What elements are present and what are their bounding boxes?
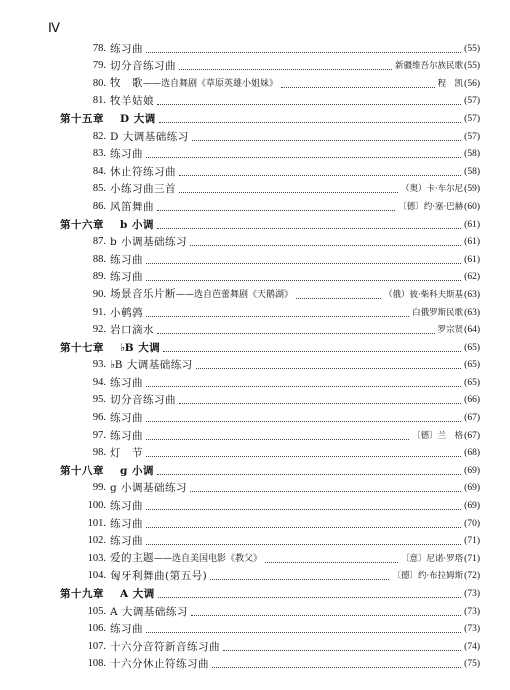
entry-body <box>110 77 480 90</box>
dot-leader <box>179 69 392 70</box>
item-number: 82. <box>92 130 106 142</box>
entry-title <box>110 447 143 459</box>
entry-title-text: 练习曲 <box>110 376 143 389</box>
entry-title <box>120 113 156 125</box>
toc-item-row[interactable] <box>0 234 510 252</box>
dot-leader <box>157 210 395 211</box>
chapter-number: 第十九章 <box>60 588 104 600</box>
entry-title <box>110 359 193 371</box>
item-number: 106. <box>87 623 106 635</box>
toc-item-row[interactable] <box>0 480 510 498</box>
entry-body <box>110 412 480 424</box>
toc-item-row[interactable] <box>0 445 510 463</box>
dot-leader <box>281 87 435 88</box>
entry-body <box>110 95 480 107</box>
toc-item-row[interactable] <box>0 515 510 533</box>
entry-page-number: (69) <box>464 501 480 512</box>
dot-leader <box>146 386 461 387</box>
entry-title-text: 练习曲 <box>110 42 143 55</box>
toc-item-row[interactable] <box>0 621 510 639</box>
entry-title <box>110 500 143 512</box>
dot-leader <box>179 403 461 404</box>
entry-title <box>110 570 207 582</box>
dot-leader <box>296 298 381 299</box>
entry-body <box>110 131 480 143</box>
entry-title <box>110 60 176 72</box>
page-number: Ⅳ <box>48 20 60 35</box>
entry-page-number: (62) <box>464 272 480 283</box>
entry-title <box>110 641 220 653</box>
entry-page-number: (73) <box>464 589 480 599</box>
toc-item-row[interactable] <box>0 392 510 410</box>
dot-leader <box>223 650 461 651</box>
entry-page-number: (71) <box>464 553 480 564</box>
item-number: 99. <box>92 482 106 494</box>
flat-sign-icon: ♭ <box>110 358 116 372</box>
entry-title <box>110 518 143 530</box>
item-number: 83. <box>92 148 106 160</box>
entry-title-text: A 大调基础练习 <box>110 605 188 618</box>
entry-title-text: B 大调基础练习 <box>114 359 193 372</box>
entry-title <box>120 465 154 477</box>
toc-item-row[interactable] <box>0 163 510 181</box>
toc-item-row[interactable] <box>0 75 510 93</box>
flat-sign-icon: ♭ <box>120 340 126 354</box>
entry-title <box>110 658 209 670</box>
entry-page-number: (74) <box>464 641 480 652</box>
entry-title <box>110 271 143 283</box>
dot-leader <box>157 104 461 105</box>
entry-page-number: (61) <box>464 219 480 230</box>
entry-body <box>110 430 480 442</box>
entry-page-number: (56) <box>464 78 480 89</box>
toc-item-row[interactable] <box>0 93 510 111</box>
entry-author: 〔德〕约·布拉姆斯 <box>392 571 464 582</box>
entry-body <box>120 342 480 354</box>
entry-body <box>110 324 480 336</box>
item-number: 78. <box>92 42 106 54</box>
entry-subtitle: ——选自舞剧《草原英雄小姐妹》 <box>143 78 279 89</box>
item-number: 101. <box>87 517 106 529</box>
entry-body <box>110 43 480 55</box>
entry-title <box>120 219 154 231</box>
chapter-number: 第十六章 <box>60 218 104 231</box>
dot-leader <box>146 527 461 528</box>
entry-page-number: (55) <box>464 43 480 54</box>
item-number: 80. <box>92 77 106 89</box>
item-number: 100. <box>87 500 106 512</box>
entry-title <box>110 623 143 635</box>
entry-title-text: B 大调 <box>124 341 161 354</box>
dot-leader <box>190 491 461 492</box>
entry-body <box>110 183 480 195</box>
entry-title-text: 切分音练习曲 <box>110 394 176 407</box>
entry-author: 新疆维吾尔族民歌 <box>395 61 464 72</box>
dot-leader <box>191 615 461 616</box>
entry-title-text: D 大调 <box>120 112 156 125</box>
entry-title <box>110 307 143 319</box>
entry-page-number: (73) <box>464 624 480 635</box>
entry-page-number: (69) <box>464 483 480 494</box>
toc-item-row[interactable] <box>0 58 510 76</box>
toc-item-row[interactable] <box>0 269 510 287</box>
entry-author: 罗宗贤 <box>437 325 464 336</box>
dot-leader <box>157 474 461 475</box>
item-number: 104. <box>87 570 106 582</box>
entry-body <box>110 271 480 283</box>
item-number: 108. <box>87 658 106 670</box>
entry-author: （奥）卡·车尔尼 <box>400 184 464 195</box>
entry-page-number: (66) <box>464 395 480 406</box>
entry-page-number: (57) <box>464 113 480 124</box>
dot-leader <box>146 263 461 264</box>
entry-page-number: (73) <box>464 606 480 617</box>
entry-title-text: 风笛舞曲 <box>110 200 154 213</box>
toc-item-row[interactable] <box>0 357 510 375</box>
entry-body <box>110 570 480 582</box>
entry-body <box>110 552 480 565</box>
entry-body <box>110 658 480 670</box>
entry-body <box>110 236 480 248</box>
toc-chapter-row[interactable] <box>0 462 510 480</box>
entry-title <box>110 43 143 55</box>
chapter-number: 第十七章 <box>60 341 104 354</box>
toc-chapter-row[interactable] <box>0 339 510 357</box>
entry-page-number: (59) <box>464 184 480 195</box>
entry-title-text: 小鹌鹑 <box>110 306 143 319</box>
toc-chapter-row[interactable] <box>0 216 510 234</box>
entry-page-number: (57) <box>464 131 480 142</box>
entry-body <box>110 518 480 530</box>
toc-item-row[interactable] <box>0 251 510 269</box>
entry-page-number: (61) <box>464 237 480 248</box>
entry-body <box>110 148 480 160</box>
entry-page-number: (69) <box>464 465 480 476</box>
item-number: 105. <box>87 605 106 617</box>
entry-title <box>110 148 143 160</box>
dot-leader <box>146 52 461 53</box>
entry-title-text: 练习曲 <box>110 148 143 161</box>
dot-leader <box>146 509 461 510</box>
entry-title <box>120 342 160 354</box>
entry-title-text: 爱的主题 <box>110 551 154 564</box>
entry-title <box>110 535 143 547</box>
dot-leader <box>192 140 461 141</box>
dot-leader <box>163 351 461 352</box>
entry-title-text: 十六分休止符练习曲 <box>110 658 209 671</box>
toc-item-row[interactable] <box>0 128 510 146</box>
entry-body <box>110 359 480 371</box>
entry-title-text: 切分音练习曲 <box>110 60 176 73</box>
entry-body <box>110 288 480 301</box>
dot-leader <box>179 192 398 193</box>
toc-item-row[interactable] <box>0 322 510 340</box>
dot-leader <box>190 245 461 246</box>
entry-title <box>110 95 154 107</box>
entry-body <box>110 60 480 72</box>
entry-title-text: 练习曲 <box>110 623 143 636</box>
entry-author: 〔德〕约·塞·巴赫 <box>398 201 464 212</box>
entry-page-number: (68) <box>464 448 480 459</box>
entry-body <box>110 166 480 178</box>
entry-author: （俄）彼·柴科夫斯基 <box>383 289 464 300</box>
entry-title-text: 练习曲 <box>110 412 143 425</box>
entry-title-text: g 小调 <box>120 464 154 477</box>
toc-item-row[interactable] <box>0 146 510 164</box>
entry-title <box>110 482 187 494</box>
item-number: 96. <box>92 412 106 424</box>
dot-leader <box>146 280 461 281</box>
entry-title-text: 灯 节 <box>110 447 143 460</box>
dot-leader <box>210 579 389 580</box>
entry-page-number: (71) <box>464 536 480 547</box>
entry-body <box>110 254 480 266</box>
entry-title-text: A 大调 <box>120 588 155 600</box>
item-number: 81. <box>92 95 106 107</box>
dot-leader <box>157 333 435 334</box>
entry-body <box>120 113 480 125</box>
entry-title-text: 练习曲 <box>110 517 143 530</box>
item-number: 88. <box>92 253 106 265</box>
entry-title <box>110 324 154 336</box>
item-number: 95. <box>92 394 106 406</box>
entry-body <box>110 623 480 635</box>
item-number: 90. <box>92 288 106 300</box>
entry-title-text: 休止符练习曲 <box>110 165 176 178</box>
entry-page-number: (57) <box>464 96 480 107</box>
entry-title <box>110 552 262 565</box>
entry-page-number: (75) <box>464 659 480 670</box>
entry-title-text: b 小调基础练习 <box>110 236 188 249</box>
entry-title <box>110 606 188 618</box>
entry-author: 白俄罗斯民歌 <box>412 307 464 318</box>
chapter-number: 第十五章 <box>60 112 104 125</box>
entry-title-text: 练习曲 <box>110 429 143 442</box>
toc-item-row[interactable] <box>0 286 510 304</box>
entry-subtitle: ——选自美国电影《教父》 <box>154 553 263 564</box>
entry-title-text: 牧 歌 <box>110 76 143 89</box>
dot-leader <box>159 122 461 123</box>
entry-title-text: 练习曲 <box>110 253 143 266</box>
toc-item-row[interactable] <box>0 181 510 199</box>
toc-chapter-row[interactable] <box>0 585 510 603</box>
entry-title <box>110 201 154 213</box>
dot-leader <box>146 157 461 158</box>
entry-body <box>110 377 480 389</box>
entry-title-text: b 小调 <box>120 218 154 231</box>
item-number: 93. <box>92 359 106 371</box>
toc-item-row[interactable] <box>0 638 510 656</box>
entry-title <box>110 394 176 406</box>
entry-body <box>120 219 480 231</box>
table-of-contents <box>0 40 510 673</box>
entry-body <box>110 201 480 213</box>
entry-body <box>110 500 480 512</box>
entry-body <box>110 482 480 494</box>
entry-body <box>110 307 480 319</box>
entry-page-number: (65) <box>464 342 480 353</box>
entry-title <box>110 166 176 178</box>
item-number: 85. <box>92 183 106 195</box>
entry-title-text: D 大调基础练习 <box>110 130 189 143</box>
item-number: 98. <box>92 447 106 459</box>
entry-title-text: 牧羊姑娘 <box>110 95 154 108</box>
dot-leader <box>212 667 461 668</box>
entry-body <box>120 465 480 477</box>
entry-title-text: 岩口滴水 <box>110 324 154 337</box>
entry-title-text: 练习曲 <box>110 535 143 548</box>
entry-title <box>110 377 143 389</box>
item-number: 91. <box>92 306 106 318</box>
dot-leader <box>265 562 398 563</box>
entry-page-number: (72) <box>464 571 480 582</box>
toc-item-row[interactable] <box>0 304 510 322</box>
toc-item-row[interactable] <box>0 550 510 568</box>
entry-page-number: (60) <box>464 201 480 212</box>
toc-item-row[interactable] <box>0 603 510 621</box>
dot-leader <box>179 175 461 176</box>
entry-author: 〔德〕兰 格 <box>412 430 464 441</box>
entry-author: 〔意〕尼诺·罗塔 <box>400 553 464 564</box>
item-number: 102. <box>87 535 106 547</box>
entry-page-number: (67) <box>464 413 480 424</box>
entry-title-text: g 小调基础练习 <box>110 482 188 495</box>
entry-title-text: 场景音乐片断 <box>110 287 176 300</box>
entry-title <box>110 131 189 143</box>
item-number: 84. <box>92 165 106 177</box>
item-number: 79. <box>92 60 106 72</box>
entry-title-text: 练习曲 <box>110 500 143 513</box>
entry-body <box>110 535 480 547</box>
toc-item-row[interactable] <box>0 198 510 216</box>
entry-page-number: (61) <box>464 254 480 265</box>
item-number: 92. <box>92 324 106 336</box>
item-number: 86. <box>92 200 106 212</box>
toc-item-row[interactable] <box>0 568 510 586</box>
item-number: 87. <box>92 236 106 248</box>
entry-author: 程 凯 <box>437 78 464 89</box>
toc-item-row[interactable] <box>0 427 510 445</box>
dot-leader <box>146 421 461 422</box>
item-number: 107. <box>87 640 106 652</box>
dot-leader <box>157 228 461 229</box>
entry-title-text: 十六分音符新音练习曲 <box>110 640 220 653</box>
entry-page-number: (65) <box>464 360 480 371</box>
entry-page-number: (63) <box>464 289 480 300</box>
entry-page-number: (67) <box>464 430 480 441</box>
entry-title <box>120 588 155 600</box>
toc-item-row[interactable] <box>0 374 510 392</box>
entry-title <box>110 430 143 442</box>
dot-leader <box>146 632 461 633</box>
entry-title-text: 练习曲 <box>110 271 143 284</box>
dot-leader <box>146 456 461 457</box>
toc-item-row[interactable] <box>0 533 510 551</box>
item-number: 97. <box>92 429 106 441</box>
entry-page-number: (65) <box>464 377 480 388</box>
toc-item-row[interactable] <box>0 409 510 427</box>
entry-title <box>110 288 293 301</box>
entry-body <box>110 641 480 653</box>
entry-subtitle: ——选自芭蕾舞剧《天鹅湖》 <box>176 289 294 300</box>
entry-title <box>110 254 143 266</box>
toc-chapter-row[interactable] <box>0 110 510 128</box>
entry-title <box>110 183 176 195</box>
entry-page-number: (58) <box>464 149 480 160</box>
entry-body <box>110 394 480 406</box>
entry-page-number: (58) <box>464 166 480 177</box>
dot-leader <box>146 544 461 545</box>
entry-title <box>110 77 278 90</box>
item-number: 89. <box>92 271 106 283</box>
entry-title-text: 小练习曲三首 <box>110 183 176 196</box>
entry-title <box>110 412 143 424</box>
entry-page-number: (55) <box>464 61 480 72</box>
dot-leader <box>146 316 409 317</box>
chapter-number: 第十八章 <box>60 464 104 477</box>
dot-leader <box>146 439 409 440</box>
entry-body <box>110 606 480 618</box>
entry-page-number: (70) <box>464 518 480 529</box>
dot-leader <box>196 368 461 369</box>
entry-body <box>110 447 480 459</box>
entry-page-number: (64) <box>464 325 480 336</box>
entry-title-text: 匈牙利舞曲(第五号) <box>110 570 208 583</box>
toc-item-row[interactable] <box>0 497 510 515</box>
toc-item-row[interactable] <box>0 40 510 58</box>
item-number: 94. <box>92 376 106 388</box>
toc-item-row[interactable] <box>0 656 510 674</box>
entry-page-number: (63) <box>464 307 480 318</box>
dot-leader <box>158 597 461 598</box>
entry-title <box>110 236 187 248</box>
entry-body <box>120 588 480 600</box>
item-number: 103. <box>87 552 106 564</box>
